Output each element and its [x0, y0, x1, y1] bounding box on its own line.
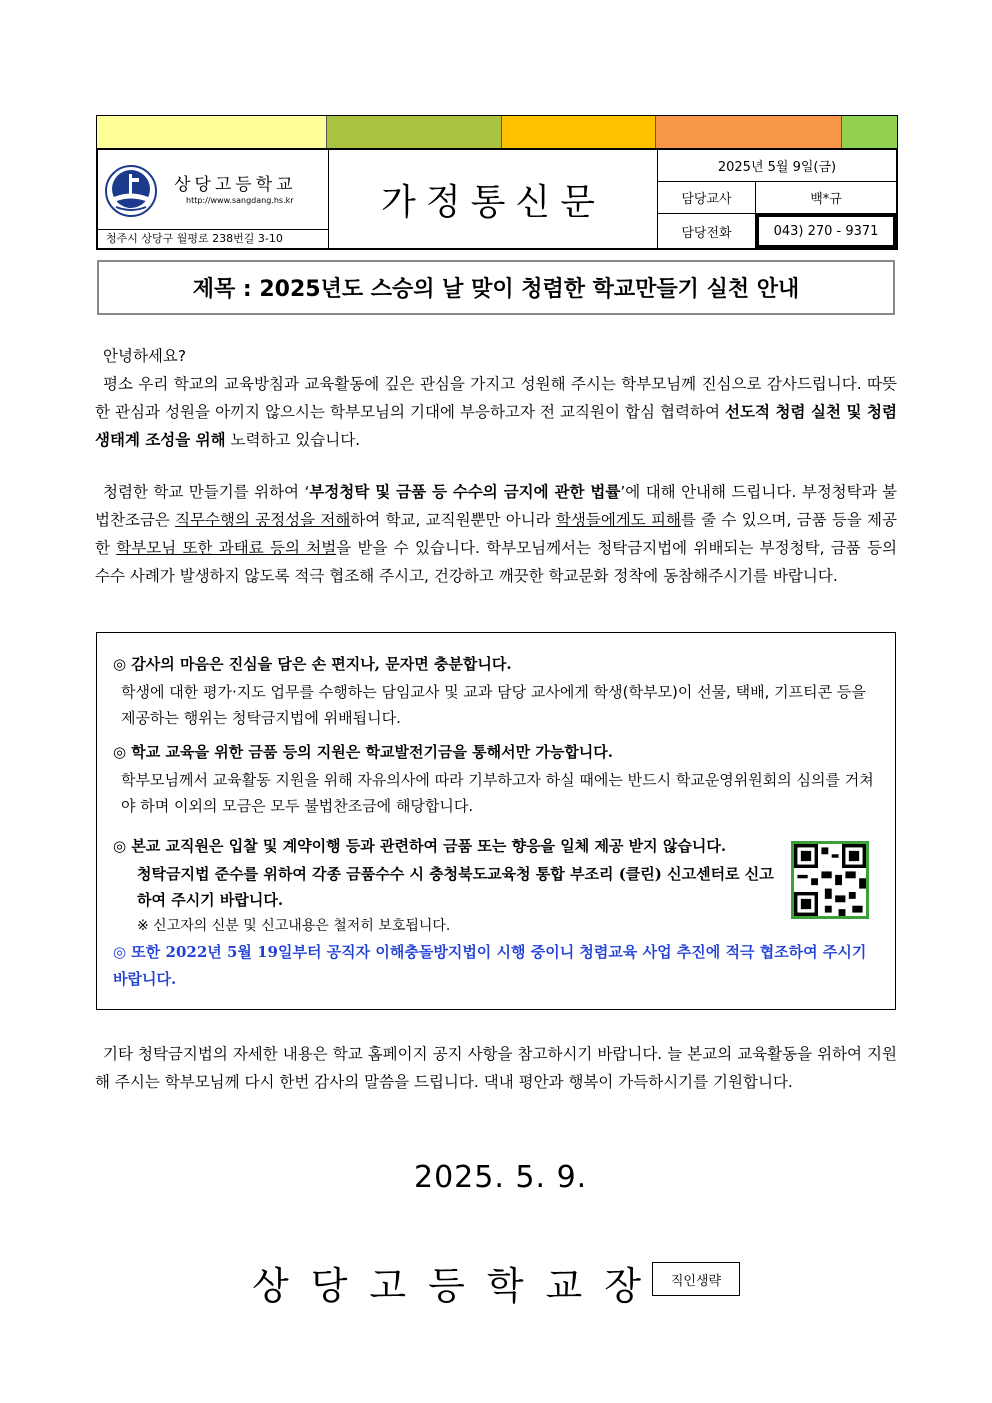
- law-underline-2: 학생들에게도 피해: [555, 511, 681, 529]
- intro-text-a: 평소 우리 학교의 교육방침과 교육활동에 깊은 관심을 가지고 성원해 주시는 학부모님께 진심으로 감사드립니다. 따뜻한 관심과 성원을 아끼지 않으시는 학부모님의 기대에 부응하고자 전 교직원이 합심 협력하여: [95, 375, 897, 421]
- color-bar-segment: [656, 116, 842, 148]
- color-bar-segment: [842, 116, 897, 148]
- color-bar-segment: [97, 116, 327, 148]
- teacher-label: 담당교사: [658, 182, 756, 214]
- law-name: 부정청탁 및 금품 등 수수의 금지에 관한 법률: [309, 483, 621, 501]
- notice-body-3: 청탁금지법 준수를 위하여 각종 금품수수 시 충청북도교육청 통합 부조리 (클린) 신고센터로 신고하여 주시기 바랍니다.: [137, 865, 774, 909]
- school-address: 청주시 상당구 월평로 238번길 3-10: [98, 230, 329, 248]
- law-text-c: 하여 학교, 교직원뿐만 아니라: [350, 511, 556, 529]
- subject-title: 제목 : 2025년도 스승의 날 맞이 청렴한 학교만들기 실천 안내: [97, 260, 895, 315]
- intro-text-bold: 선도적 청렴 실천 및 청렴 생태계 조성을 위해: [95, 403, 897, 449]
- qr-code-graphic: [794, 844, 866, 916]
- notice-heading-2: ◎ 학교 교육을 위한 금품 등의 지원은 학교발전기금을 통해서만 가능합니다.: [113, 743, 614, 761]
- color-bar-segment: [502, 116, 656, 148]
- phone-value: 043) 270 - 9371: [756, 214, 896, 248]
- intro-section: [95, 342, 897, 454]
- notice-box: [96, 632, 896, 1010]
- seal-omitted-stamp: 직인생략: [652, 1262, 740, 1296]
- law-underline-1: 직무수행의 공정성을 저해: [175, 511, 351, 529]
- law-text-e: 을 받을 수 있습니다. 학부모님께서는 청탁금지법에 위배되는 부정청탁, 금품 등의 수수 사례가 발생하지 않도록 적극 협조해 주시고, 건강하고 깨끗한 학교문화 정착에 동참해주시기를 바랍니다.: [95, 539, 898, 585]
- notice-heading-4: ◎ 또한 2022년 5월 19일부터 공직자 이해충돌방지법이 시행 중이니 청렴교육 사업 추진에 적극 협조하여 주시기 바랍니다.: [113, 943, 867, 988]
- closing-section: [95, 1040, 897, 1096]
- notice-body-2: 학부모님께서 교육활동 지원을 위해 자유의사에 따라 기부하고자 하실 때에는 반드시 학교운영위원회의 심의를 거쳐야 하며 이외의 모금은 모두 불법찬조금에 해당합니다.: [121, 771, 874, 815]
- notice-heading-1: ◎ 감사의 마음은 진심을 담은 손 편지나, 문자면 충분합니다.: [113, 655, 512, 673]
- document-title: 가정통신문: [329, 150, 658, 248]
- law-paragraph: [95, 478, 897, 590]
- law-section: [95, 478, 897, 590]
- privacy-note: ※ 신고자의 신분 및 신고내용은 철저히 보호됩니다.: [137, 918, 451, 934]
- phone-label: 담당전화: [658, 214, 756, 248]
- law-text-a: 청렴한 학교 만들기를 위하여 ‘: [103, 483, 310, 501]
- greeting: 안녕하세요?: [103, 347, 187, 365]
- principal-name: 상당고등학교장: [252, 1264, 663, 1308]
- school-logo-cell: [98, 150, 329, 230]
- intro-paragraph: [95, 370, 897, 454]
- notice-heading-3: ◎ 본교 교직원은 입찰 및 계약이행 등과 관련하여 금품 또는 향응을 일체 제공 받지 않습니다.: [113, 837, 727, 855]
- notice-body-1: 학생에 대한 평가·지도 업무를 수행하는 담임교사 및 교과 담당 교사에게 학생(학부모)이 선물, 택배, 기프티콘 등을 제공하는 행위는 청탁금지법에 위배됩니다.: [121, 683, 866, 727]
- law-underline-3: 학부모님 또한 과태료 등의 처벌: [116, 539, 337, 557]
- qr-code-icon[interactable]: [791, 841, 869, 919]
- closing-paragraph: 기타 청탁금지법의 자세한 내용은 학교 홈페이지 공지 사항을 참고하시기 바랍니다. 늘 본교의 교육활동을 위하여 지원해 주시는 학부모님께 다시 한번 감사의 말씀을 드립니다. 댁내 평안과 행복이 가득하시기를 기원합니다.: [95, 1045, 897, 1091]
- teacher-value: 백*규: [756, 182, 896, 214]
- school-logo-icon: [104, 164, 158, 218]
- intro-text-b: 노력하고 있습니다.: [225, 431, 361, 449]
- law-text-d: 를 줄 수 있으며, 금품 등을 제공한: [95, 511, 898, 557]
- footer-date: 2025. 5. 9.: [414, 1160, 588, 1195]
- header-table: [96, 148, 898, 250]
- header-color-bar: [96, 115, 898, 149]
- color-bar-segment: [327, 116, 502, 148]
- law-text-b: ’에 대해 안내해 드립니다. 부정청탁과 불법찬조금은: [95, 483, 898, 529]
- school-url-link[interactable]: http://www.sangdang.hs.kr: [186, 196, 294, 205]
- issue-date: 2025년 5월 9일(금): [658, 150, 896, 182]
- school-name: 상당고등학교: [174, 175, 297, 195]
